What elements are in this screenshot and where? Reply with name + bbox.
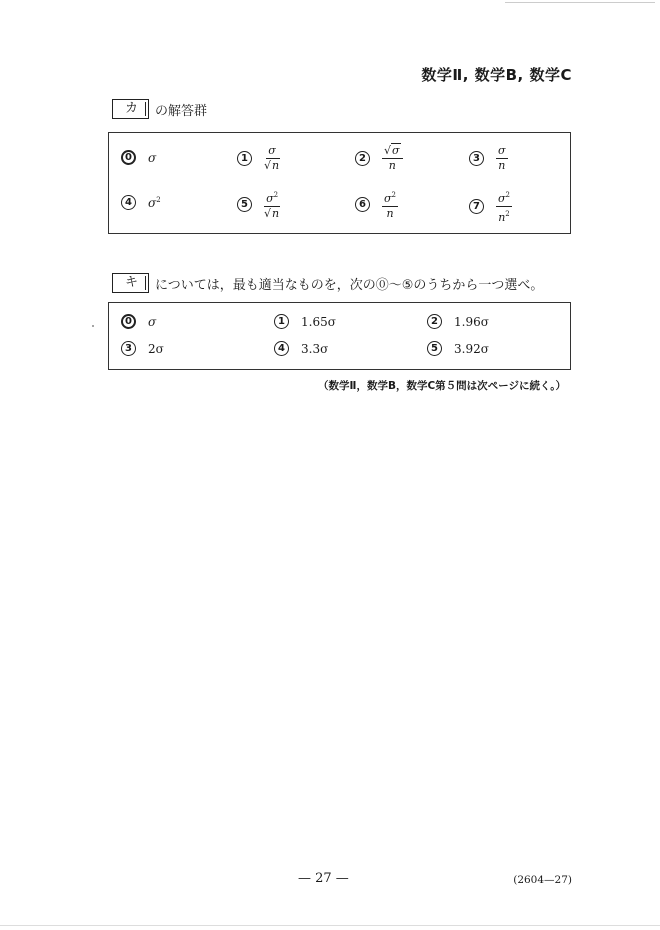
choice-number-badge: 2 [355,151,370,166]
choice-expression: 2σ [148,341,164,356]
ki-choice-5 [427,341,489,356]
ka-choice-group [108,132,571,234]
radicand: n [272,207,280,220]
ka-label-row [112,99,207,119]
choice-number-badge: 1 [237,151,252,166]
ki-answer-box: キ [112,273,149,293]
choice-number-badge: 3 [469,151,484,166]
fraction-denominator: $n^2$ [498,210,510,224]
choice-number-badge: 1 [274,314,289,329]
ka-choice-4 [121,195,161,210]
choice-number-badge: 5 [427,341,442,356]
choice-number-badge: 2 [427,314,442,329]
ka-choice-3 [469,145,508,172]
fraction-denominator: n [388,159,396,172]
choice-number-badge: 3 [121,341,136,356]
choice-expression: σ [148,150,157,165]
choice-number-badge: 7 [469,199,484,214]
choice-fraction [496,145,508,172]
choice-fraction [496,189,512,224]
choice-number-badge: 5 [237,197,252,212]
choice-number-badge: 0 [121,314,136,329]
fraction-denominator: n [498,159,506,172]
fraction-numerator: $\sigma^2$ [266,191,279,205]
page-number: — 27 — [298,871,349,886]
choice-fraction [382,189,398,220]
fraction-numerator: σ [498,144,506,157]
choice-expression: 3.3σ [301,341,329,356]
top-edge-rule [505,2,655,3]
ki-choice-4 [274,341,328,356]
ki-choice-1 [274,314,336,329]
bottom-edge-rule [0,925,660,926]
fraction-numerator: σ [268,144,276,157]
fraction-denominator: n [386,207,394,220]
choice-expression: 1.65σ [301,314,336,329]
choice-expression: 1.96σ [454,314,489,329]
continuation-note: （数学Ⅱ，数学B，数学C第５問は次ページに続く。） [318,380,566,392]
choice-fraction [264,145,280,172]
choice-fraction [382,145,403,172]
choice-number-badge: 4 [121,195,136,210]
exam-code: (2604—27) [513,874,572,886]
ka-choice-5 [237,189,280,220]
ka-choice-1 [237,145,280,172]
ka-choice-6 [355,189,398,220]
choice-number-badge: 4 [274,341,289,356]
fraction-numerator: $\sigma^2$ [384,191,396,205]
ki-choice-3 [121,341,164,356]
fraction-denominator: √n [264,159,280,172]
fraction-numerator: √σ [382,145,403,159]
ka-answer-box: カ [112,99,149,119]
ki-choice-0 [121,314,156,329]
ka-choice-0 [121,150,156,165]
ki-caption: については，最も適当なものを，次の⓪～⑤のうちから一つ選べ。 [155,277,544,293]
fraction-denominator: √n [264,207,280,220]
choice-number-badge: 0 [121,150,136,165]
ka-choice-7 [469,189,512,224]
choice-expression: $\sigma^2$ [148,195,161,210]
choice-fraction [264,189,280,220]
choice-expression: 3.92σ [454,341,489,356]
ki-choice-group [108,302,571,370]
fraction-numerator: $\sigma^2$ [498,191,510,205]
radicand: σ [392,144,400,157]
ki-label-row [112,273,543,293]
stray-mark [92,325,94,327]
choice-number-badge: 6 [355,197,370,212]
radicand: n [272,159,280,172]
ka-choice-2 [355,145,403,172]
ka-caption: の解答群 [155,103,208,119]
page-header-title: 数学Ⅱ, 数学B, 数学C [421,66,572,84]
choice-expression: σ [148,314,157,329]
ki-choice-2 [427,314,489,329]
